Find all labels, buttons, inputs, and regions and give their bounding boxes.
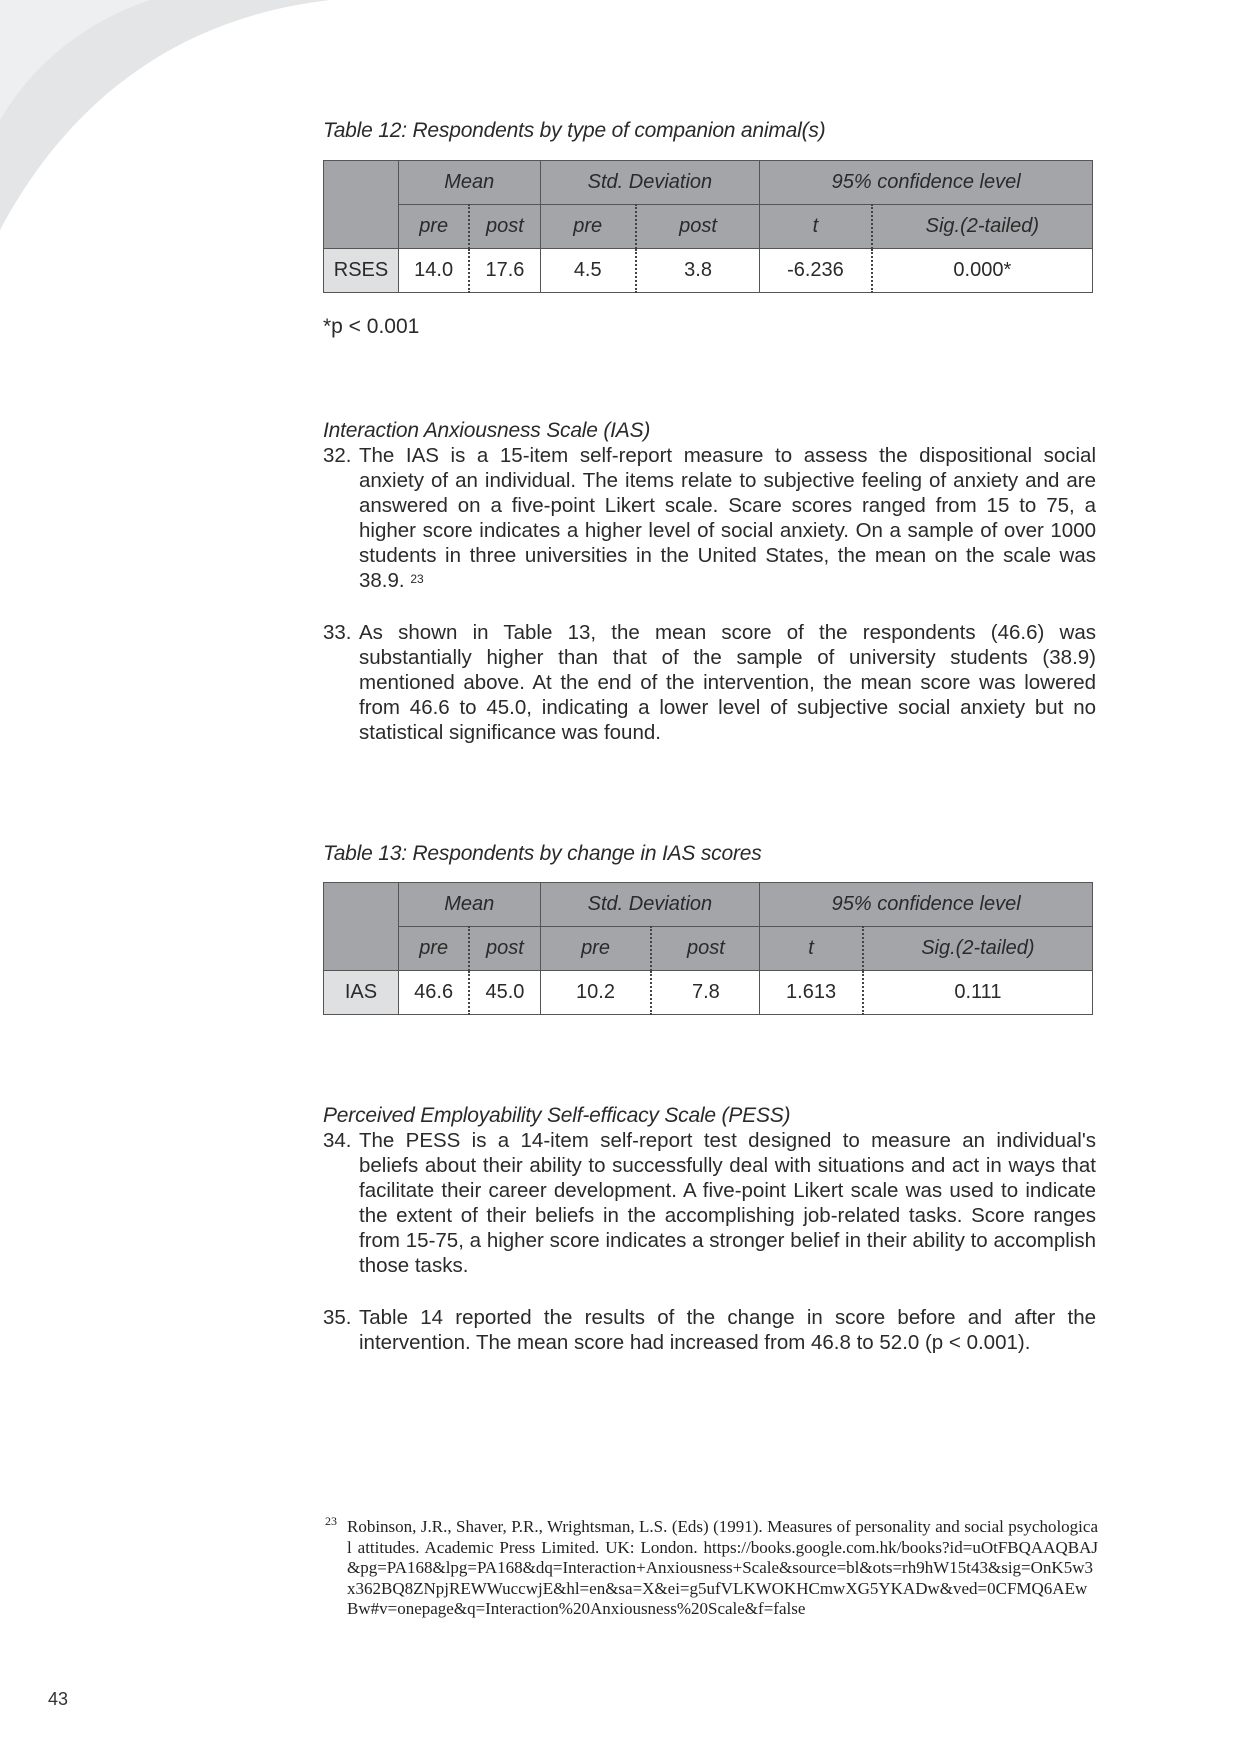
- paragraph-33: [323, 620, 1096, 745]
- table-row: [324, 249, 1093, 293]
- cell-sig: 0.111: [863, 971, 1093, 1015]
- table-12-note: *p < 0.001: [323, 315, 420, 338]
- header-mean-pre: pre: [399, 205, 470, 249]
- header-mean-post: post: [469, 927, 540, 971]
- header-sd-pre: pre: [540, 205, 636, 249]
- cell-sd-post: 7.8: [651, 971, 759, 1015]
- table-12-caption: Table 12: Respondents by type of companion animal(s): [323, 119, 826, 142]
- footnote-text[interactable]: Robinson, J.R., Shaver, P.R., Wrightsman, L.S. (Eds) (1991). Measures of personality and social psychological attitudes. Academic Press Limited. UK: London. https://books.google.com.hk/books?id=uOtFBQAAQBAJ&pg=PA168&lpg=PA168&dq=Interaction+Anxiousness+Scale&source=bl&ots=rh9hW15t43&sig=OnK5w3x362BQ8ZNpjREWWuccwjE&hl=en&sa=X&ei=g5ufVLKWOKHCmwXG5YKADw&ved=0CFMQ6AEwBw#v=onepage&q=Interaction%20Anxiousness%20Scale&f=false: [347, 1517, 1098, 1618]
- footnote-mark: 23: [325, 1514, 337, 1528]
- header-std-deviation: Std. Deviation: [540, 883, 760, 927]
- cell-sig: 0.000*: [872, 249, 1093, 293]
- row-label: IAS: [324, 971, 399, 1015]
- paragraph-text: The PESS is a 14-item self-report test designed to measure an individual's beliefs about their ability to successfully deal with situations and act in ways that facilitate their career development. A five-point Likert scale was used to indicate the extent of their beliefs in the accomplishing job-related tasks. Score ranges from 15-75, a higher score indicates a stronger belief in their ability to accomplish those tasks.: [359, 1129, 1096, 1277]
- header-t: t: [760, 205, 872, 249]
- paragraph-number: 32.: [323, 444, 352, 467]
- header-mean-pre: pre: [399, 927, 470, 971]
- header-mean-post: post: [469, 205, 540, 249]
- table-header-blank: [324, 883, 399, 971]
- corner-decoration: [0, 0, 330, 240]
- paragraph-text: Table 14 reported the results of the change in score before and after the intervention. The mean score had increased from 46.8 to 52.0 (p < 0.001).: [359, 1306, 1096, 1354]
- cell-t: 1.613: [760, 971, 863, 1015]
- paragraph-35: [323, 1305, 1096, 1355]
- paragraph-34: [323, 1128, 1096, 1278]
- paragraph-number: 35.: [323, 1306, 352, 1329]
- header-confidence-level: 95% confidence level: [760, 883, 1093, 927]
- cell-sd-pre: 10.2: [540, 971, 651, 1015]
- paragraph-text: As shown in Table 13, the mean score of the respondents (46.6) was substantially higher than that of the sample of university students (38.9) mentioned above. At the end of the intervention, the mean score was lowered from 46.6 to 45.0, indicating a lower level of subjective social anxiety but no statistical significance was found.: [359, 621, 1096, 744]
- cell-mean-post: 17.6: [469, 249, 540, 293]
- footnote: [325, 1514, 1098, 1620]
- header-sig: Sig.(2-tailed): [863, 927, 1093, 971]
- row-label: RSES: [324, 249, 399, 293]
- header-sd-pre: pre: [540, 927, 651, 971]
- header-mean: Mean: [399, 161, 541, 205]
- cell-t: -6.236: [760, 249, 872, 293]
- page-number: 43: [48, 1689, 69, 1709]
- ias-section-title: Interaction Anxiousness Scale (IAS): [323, 419, 651, 442]
- header-std-deviation: Std. Deviation: [540, 161, 760, 205]
- paragraph-32: [323, 443, 1096, 596]
- table-13-caption: Table 13: Respondents by change in IAS scores: [323, 842, 762, 865]
- pess-section-title: Perceived Employability Self-efficacy Scale (PESS): [323, 1104, 791, 1127]
- header-sd-post: post: [636, 205, 760, 249]
- table-13: [323, 882, 1093, 1015]
- paragraph-number: 34.: [323, 1129, 352, 1152]
- table-header-blank: [324, 161, 399, 249]
- header-sd-post: post: [651, 927, 759, 971]
- header-confidence-level: 95% confidence level: [760, 161, 1093, 205]
- header-mean: Mean: [399, 883, 541, 927]
- cell-sd-pre: 4.5: [540, 249, 636, 293]
- footnote-reference[interactable]: 23: [410, 572, 424, 586]
- paragraph-number: 33.: [323, 621, 352, 644]
- header-t: t: [760, 927, 863, 971]
- table-12: [323, 160, 1093, 293]
- cell-sd-post: 3.8: [636, 249, 760, 293]
- table-row: [324, 971, 1093, 1015]
- cell-mean-pre: 46.6: [399, 971, 470, 1015]
- cell-mean-pre: 14.0: [399, 249, 470, 293]
- header-sig: Sig.(2-tailed): [872, 205, 1093, 249]
- table-12-section: [323, 119, 1096, 143]
- paragraph-text: The IAS is a 15-item self-report measure to assess the dispositional social anxiety of an individual. The items relate to subjective feeling of anxiety and are answered on a five-point Likert scale. Scare scores ranged from 15 to 75, a higher score indicates a higher level of social anxiety. On a sample of over 1000 students in three universities in the United States, the mean on the scale was 38.9.: [359, 444, 1096, 592]
- cell-mean-post: 45.0: [469, 971, 540, 1015]
